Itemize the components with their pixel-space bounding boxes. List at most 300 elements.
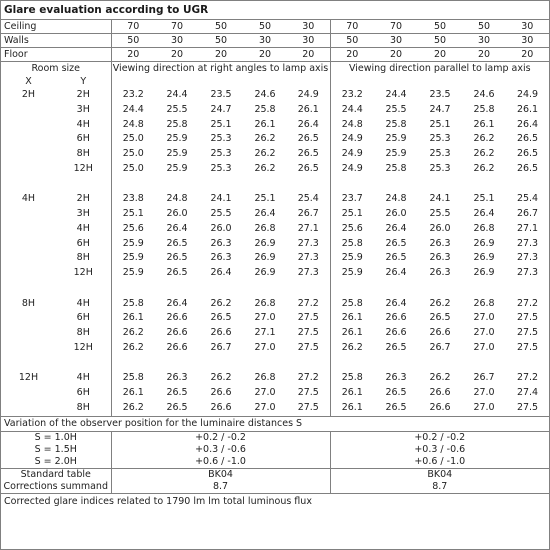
- room-y-cell: 6H: [56, 132, 111, 147]
- ugr-value-parallel: 24.9: [341, 162, 363, 174]
- ugr-value-perpendicular: 26.8: [254, 222, 276, 234]
- room-y-cell: 8H: [56, 326, 111, 341]
- ugr-value-parallel: 26.1: [341, 327, 363, 339]
- table-row: [1, 237, 549, 252]
- ugr-value-perpendicular: 26.0: [166, 208, 188, 220]
- ugr-value-perpendicular: 25.0: [122, 133, 144, 145]
- table-row: [1, 341, 549, 356]
- room-x-cell: 4H: [21, 193, 36, 205]
- ugr-value-parallel: 25.8: [341, 237, 363, 249]
- ugr-value-perpendicular: 26.3: [166, 372, 188, 384]
- ugr-value-parallel: 26.9: [473, 252, 495, 264]
- ugr-value-parallel: 26.6: [429, 327, 451, 339]
- ugr-value-parallel: 26.5: [516, 148, 539, 160]
- standard-table-label: Standard table: [1, 468, 111, 481]
- reflectance-value: 50: [330, 34, 374, 48]
- room-x-cell: [1, 162, 56, 177]
- ugr-value-perpendicular: 24.9: [287, 88, 330, 103]
- room-x-cell: [1, 147, 56, 162]
- variation-label: S = 1.5H: [1, 444, 111, 456]
- table-row: [1, 132, 549, 147]
- ugr-value-parallel: 27.5: [516, 341, 539, 353]
- ugr-value-parallel: 27.0: [473, 312, 495, 324]
- ugr-value-parallel: 26.1: [341, 387, 363, 399]
- xy-header-row: [1, 75, 549, 88]
- ugr-value-perpendicular: 25.9: [166, 133, 188, 145]
- reflectance-value: 30: [287, 34, 330, 48]
- room-y-cell: 4H: [56, 118, 111, 133]
- ugr-value-perpendicular: 26.5: [287, 132, 330, 147]
- ugr-value-perpendicular: 23.5: [210, 89, 232, 100]
- reflectance-value: 30: [506, 34, 549, 48]
- variation-value-parallel: +0.3 / -0.6: [414, 443, 466, 455]
- ugr-value-parallel: 26.2: [429, 372, 451, 384]
- ugr-value-perpendicular: 26.9: [254, 267, 276, 279]
- ugr-value-perpendicular: 27.0: [254, 387, 276, 399]
- corrections-summand-value-perpendicular: 8.7: [111, 481, 330, 494]
- reflectance-value: 20: [330, 48, 374, 62]
- ugr-value-perpendicular: 26.5: [166, 252, 188, 264]
- ugr-value-parallel: 27.2: [516, 372, 539, 384]
- ugr-value-parallel: 27.1: [516, 222, 539, 234]
- ugr-value-perpendicular: 25.0: [122, 162, 144, 174]
- blank-cell: [330, 75, 549, 88]
- room-y-cell: 4H: [56, 371, 111, 386]
- ugr-value-perpendicular: 26.6: [210, 327, 232, 339]
- ugr-value-perpendicular: 26.9: [254, 252, 276, 264]
- ugr-value-perpendicular: 27.5: [287, 341, 330, 356]
- ugr-value-perpendicular: 27.3: [287, 237, 330, 252]
- variation-value-parallel: +0.2 / -0.2: [414, 431, 466, 443]
- variation-value-perpendicular: +0.2 / -0.2: [111, 431, 330, 444]
- ugr-value-perpendicular: 27.5: [287, 311, 330, 326]
- ugr-value-parallel: 26.3: [429, 252, 451, 264]
- ugr-value-parallel: 23.5: [429, 89, 451, 100]
- ugr-value-parallel: 26.6: [385, 312, 407, 324]
- reflectance-label: Ceiling: [1, 20, 111, 34]
- variation-row: [1, 444, 549, 456]
- ugr-value-parallel: 23.2: [341, 89, 363, 100]
- variation-title-row: [1, 416, 549, 431]
- ugr-value-parallel: 26.6: [418, 401, 462, 416]
- ugr-value-perpendicular: 27.3: [287, 251, 330, 266]
- blank-cell: [1, 356, 111, 372]
- ugr-value-parallel: 27.5: [516, 327, 539, 339]
- ugr-value-perpendicular: 27.0: [243, 401, 287, 416]
- table-row: [1, 207, 549, 222]
- room-x-cell: [1, 103, 56, 118]
- room-x-cell: [1, 118, 56, 133]
- ugr-value-perpendicular: 25.5: [166, 103, 188, 115]
- ugr-value-perpendicular: 27.5: [287, 401, 330, 416]
- ugr-value-perpendicular: 26.4: [166, 222, 188, 234]
- ugr-value-parallel: 26.2: [473, 148, 495, 160]
- ugr-value-perpendicular: 26.5: [210, 312, 232, 324]
- table-row: [1, 401, 549, 416]
- ugr-value-perpendicular: 25.6: [122, 222, 144, 234]
- reflectance-value: 50: [418, 34, 462, 48]
- blank-cell: [111, 177, 330, 193]
- ugr-value-parallel: 26.3: [385, 372, 407, 384]
- ugr-value-perpendicular: 26.1: [254, 118, 276, 130]
- ugr-value-perpendicular: 25.4: [287, 192, 330, 207]
- variation-row: [1, 456, 549, 469]
- standard-table-row: [1, 468, 549, 481]
- ugr-value-perpendicular: 25.9: [122, 267, 144, 279]
- ugr-value-perpendicular: 24.1: [210, 193, 232, 205]
- ugr-value-parallel: 27.4: [516, 387, 539, 399]
- footer-note: Corrected glare indices related to 1790 lm lm total luminous flux: [4, 495, 312, 507]
- ugr-value-perpendicular: 25.8: [122, 297, 144, 309]
- blank-cell: [1, 281, 111, 297]
- ugr-value-parallel: 26.6: [429, 387, 451, 399]
- ugr-value-perpendicular: 25.3: [210, 162, 232, 174]
- ugr-value-perpendicular: 24.8: [122, 118, 144, 130]
- corrections-summand-value-parallel: 8.7: [330, 481, 549, 494]
- ugr-value-parallel: 24.8: [385, 193, 407, 205]
- ugr-value-parallel: 26.9: [473, 267, 495, 279]
- ugr-value-parallel: 26.8: [473, 222, 495, 234]
- ugr-value-perpendicular: 23.2: [122, 89, 144, 100]
- ugr-value-parallel: 23.7: [341, 193, 363, 205]
- ugr-value-perpendicular: 26.2: [254, 162, 276, 174]
- ugr-value-perpendicular: 26.1: [122, 387, 144, 399]
- ugr-value-perpendicular: 26.4: [287, 118, 330, 133]
- ugr-value-parallel: 27.0: [473, 341, 495, 353]
- ugr-value-perpendicular: 26.6: [166, 327, 188, 339]
- ugr-value-perpendicular: 25.8: [122, 372, 144, 384]
- room-y-cell: 6H: [56, 386, 111, 401]
- table-row: [1, 147, 549, 162]
- ugr-value-perpendicular: 26.7: [210, 341, 232, 353]
- reflectance-value: 20: [243, 48, 287, 62]
- ugr-value-parallel: 26.2: [473, 162, 495, 174]
- ugr-value-parallel: 24.4: [385, 89, 407, 100]
- x-label: X: [25, 76, 32, 87]
- ugr-value-parallel: 26.1: [330, 401, 374, 416]
- reflectance-value: 20: [506, 48, 549, 62]
- ugr-value-perpendicular: 26.4: [210, 267, 232, 279]
- room-size-label: Room size: [1, 62, 111, 76]
- room-x-cell: 2H: [21, 89, 36, 100]
- ugr-value-parallel: 25.8: [385, 162, 407, 174]
- ugr-value-parallel: 25.5: [429, 208, 451, 220]
- ugr-value-parallel: 25.9: [385, 148, 407, 160]
- ugr-value-perpendicular: 25.8: [166, 118, 188, 130]
- reflectance-value: 70: [330, 20, 374, 34]
- room-y-cell: 12H: [56, 341, 111, 356]
- ugr-value-parallel: 25.6: [341, 222, 363, 234]
- room-x-cell: [1, 251, 56, 266]
- room-x-cell: [1, 341, 56, 356]
- reflectance-value: 70: [155, 20, 199, 34]
- standard-table-value-perpendicular: BK04: [111, 468, 330, 481]
- room-x-cell: [1, 222, 56, 237]
- ugr-value-parallel: 26.5: [429, 312, 451, 324]
- viewing-direction-perpendicular: Viewing direction at right angles to lamp axis: [112, 63, 329, 74]
- ugr-value-perpendicular: 26.2: [254, 148, 276, 160]
- ugr-value-parallel: 25.9: [341, 252, 363, 264]
- variation-value-parallel: +0.6 / -1.0: [330, 456, 549, 469]
- reflectance-value: 50: [462, 20, 506, 34]
- ugr-value-perpendicular: 26.5: [166, 387, 188, 399]
- room-y-cell: 3H: [56, 207, 111, 222]
- ugr-value-perpendicular: 25.1: [122, 208, 144, 220]
- ugr-value-parallel: 26.5: [516, 133, 539, 145]
- table-row: [1, 311, 549, 326]
- ugr-value-perpendicular: 26.2: [210, 372, 232, 384]
- group-spacer: [1, 177, 549, 193]
- ugr-value-parallel: 26.3: [429, 237, 451, 249]
- room-x-cell: [1, 401, 56, 416]
- reflectance-value: 50: [199, 20, 243, 34]
- ugr-value-parallel: 26.5: [385, 341, 407, 353]
- reflectance-value: 20: [462, 48, 506, 62]
- ugr-value-parallel: 27.3: [516, 237, 539, 249]
- page-title: Glare evaluation according to UGR: [1, 1, 549, 20]
- ugr-value-perpendicular: 25.0: [122, 148, 144, 160]
- ugr-value-perpendicular: 25.9: [166, 148, 188, 160]
- ugr-value-parallel: 27.3: [516, 267, 539, 279]
- reflectance-value: 70: [111, 20, 155, 34]
- reflectance-value: 30: [506, 20, 549, 34]
- ugr-value-parallel: 26.5: [385, 252, 407, 264]
- ugr-value-parallel: 26.4: [516, 118, 539, 130]
- ugr-value-parallel: 25.1: [341, 208, 363, 220]
- ugr-value-parallel: 24.8: [341, 118, 363, 130]
- ugr-value-parallel: 25.4: [516, 193, 539, 205]
- blank-cell: [330, 177, 549, 193]
- ugr-value-perpendicular: 24.4: [166, 89, 188, 100]
- ugr-value-parallel: 24.9: [341, 148, 363, 160]
- table-row: [1, 386, 549, 401]
- ugr-value-parallel: 26.1: [473, 118, 495, 130]
- ugr-value-parallel: 26.0: [429, 222, 451, 234]
- ugr-value-parallel: 26.4: [385, 222, 407, 234]
- ugr-value-parallel: 27.0: [462, 401, 506, 416]
- reflectance-value: 30: [462, 34, 506, 48]
- ugr-value-parallel: 26.5: [374, 401, 418, 416]
- ugr-value-parallel: 26.8: [473, 297, 495, 309]
- table-row: [1, 297, 549, 312]
- reflectance-value: 30: [374, 34, 418, 48]
- table-row: [1, 118, 549, 133]
- ugr-value-perpendicular: 26.6: [166, 312, 188, 324]
- room-x-cell: [1, 237, 56, 252]
- ugr-value-perpendicular: 25.5: [210, 208, 232, 220]
- reflectance-value: 30: [287, 20, 330, 34]
- ugr-value-perpendicular: 25.3: [210, 133, 232, 145]
- reflectance-value: 50: [243, 20, 287, 34]
- ugr-value-perpendicular: 27.1: [254, 327, 276, 339]
- table-row: [1, 162, 549, 177]
- ugr-value-perpendicular: 25.9: [166, 162, 188, 174]
- blank-cell: [330, 281, 549, 297]
- room-y-cell: 2H: [56, 192, 111, 207]
- ugr-value-parallel: 27.3: [516, 252, 539, 264]
- ugr-value-perpendicular: 24.4: [122, 103, 144, 115]
- room-y-cell: 8H: [56, 251, 111, 266]
- ugr-value-parallel: 26.9: [473, 237, 495, 249]
- reflectance-value: 70: [374, 20, 418, 34]
- ugr-value-parallel: 26.2: [473, 133, 495, 145]
- table-row: [1, 88, 549, 103]
- ugr-value-perpendicular: 26.6: [210, 387, 232, 399]
- table-row: [1, 266, 549, 281]
- ugr-value-perpendicular: 26.5: [166, 237, 188, 249]
- reflectance-value: 30: [243, 34, 287, 48]
- room-x-cell: [1, 386, 56, 401]
- ugr-value-parallel: 26.5: [516, 162, 539, 174]
- ugr-value-parallel: 26.1: [516, 103, 539, 115]
- ugr-value-perpendicular: 26.9: [254, 237, 276, 249]
- ugr-value-perpendicular: 26.2: [210, 297, 232, 309]
- group-spacer: [1, 281, 549, 297]
- ugr-value-parallel: 24.6: [473, 89, 495, 100]
- ugr-value-parallel: 26.5: [385, 237, 407, 249]
- ugr-value-parallel: 25.3: [429, 162, 451, 174]
- ugr-value-parallel: 25.9: [385, 133, 407, 145]
- ugr-value-perpendicular: 24.7: [210, 103, 232, 115]
- blank-cell: [111, 281, 330, 297]
- ugr-value-perpendicular: 26.8: [254, 297, 276, 309]
- ugr-value-perpendicular: 26.6: [199, 401, 243, 416]
- blank-cell: [111, 75, 330, 88]
- ugr-value-parallel: 25.9: [341, 267, 363, 279]
- group-spacer: [1, 356, 549, 372]
- room-x-cell: [1, 311, 56, 326]
- ugr-value-perpendicular: 26.4: [166, 297, 188, 309]
- corrections-summand-row: [1, 481, 549, 494]
- reflectance-value: 20: [155, 48, 199, 62]
- ugr-value-parallel: 25.1: [473, 193, 495, 205]
- ugr-value-perpendicular: 25.1: [254, 193, 276, 205]
- ugr-value-parallel: 26.2: [429, 297, 451, 309]
- ugr-value-perpendicular: 26.2: [122, 341, 144, 353]
- ugr-value-perpendicular: 27.5: [287, 326, 330, 341]
- variation-label: S = 1.0H: [1, 431, 111, 444]
- reflectance-value: 20: [199, 48, 243, 62]
- ugr-value-parallel: 24.9: [516, 89, 539, 100]
- table-row: [1, 222, 549, 237]
- ugr-value-perpendicular: 26.1: [122, 312, 144, 324]
- room-x-cell: [1, 207, 56, 222]
- ugr-value-parallel: 26.2: [341, 341, 363, 353]
- ugr-value-perpendicular: 27.2: [287, 371, 330, 386]
- ugr-value-parallel: 24.9: [341, 133, 363, 145]
- ugr-value-perpendicular: 26.5: [155, 401, 199, 416]
- ugr-value-parallel: 26.4: [473, 208, 495, 220]
- corrections-summand-label: Corrections summand: [1, 481, 111, 494]
- ugr-value-parallel: 25.8: [341, 297, 363, 309]
- ugr-value-parallel: 25.8: [473, 103, 495, 115]
- reflectance-row-ceiling: [1, 20, 549, 34]
- variation-row: [1, 431, 549, 444]
- ugr-value-parallel: 25.1: [429, 118, 451, 130]
- ugr-value-perpendicular: 26.3: [210, 237, 232, 249]
- ugr-value-parallel: 26.4: [385, 267, 407, 279]
- variation-value-perpendicular: +0.6 / -1.0: [111, 456, 330, 469]
- ugr-value-perpendicular: 26.2: [111, 401, 155, 416]
- ugr-value-parallel: 24.4: [341, 103, 363, 115]
- room-x-cell: [1, 132, 56, 147]
- ugr-value-parallel: 27.0: [473, 387, 495, 399]
- ugr-value-perpendicular: 26.0: [210, 222, 232, 234]
- ugr-value-perpendicular: 27.5: [287, 386, 330, 401]
- ugr-value-perpendicular: 25.9: [122, 252, 144, 264]
- ugr-value-parallel: 26.3: [429, 267, 451, 279]
- ugr-value-parallel: 25.5: [385, 103, 407, 115]
- reflectance-value: 20: [374, 48, 418, 62]
- reflectance-value: 20: [287, 48, 330, 62]
- blank-cell: [1, 177, 111, 193]
- ugr-value-perpendicular: 25.8: [254, 103, 276, 115]
- ugr-table: [1, 20, 550, 494]
- room-y-cell: 12H: [56, 266, 111, 281]
- ugr-value-perpendicular: 26.5: [287, 147, 330, 162]
- ugr-value-parallel: 26.0: [385, 208, 407, 220]
- variation-title: Variation of the observer position for the luminaire distances S: [1, 416, 549, 431]
- table-row: [1, 192, 549, 207]
- ugr-value-perpendicular: 26.5: [287, 162, 330, 177]
- table-row: [1, 103, 549, 118]
- room-y-cell: 4H: [56, 297, 111, 312]
- room-y-cell: 2H: [56, 88, 111, 103]
- ugr-value-perpendicular: 25.9: [122, 237, 144, 249]
- ugr-value-parallel: 26.7: [429, 341, 451, 353]
- viewing-direction-parallel: Viewing direction parallel to lamp axis: [348, 63, 531, 74]
- ugr-value-perpendicular: 25.3: [210, 148, 232, 160]
- variation-label: S = 2.0H: [1, 456, 111, 469]
- ugr-value-parallel: 26.4: [385, 297, 407, 309]
- ugr-value-parallel: 24.1: [429, 193, 451, 205]
- ugr-value-parallel: 25.8: [341, 372, 363, 384]
- ugr-value-parallel: 27.2: [516, 297, 539, 309]
- room-size-header-row: [1, 62, 549, 76]
- room-y-cell: 12H: [56, 162, 111, 177]
- room-y-cell: 6H: [56, 311, 111, 326]
- variation-value-perpendicular: +0.3 / -0.6: [111, 444, 330, 456]
- reflectance-value: 50: [418, 20, 462, 34]
- room-x-cell: 8H: [21, 297, 36, 309]
- ugr-value-parallel: 26.6: [385, 327, 407, 339]
- reflectance-value: 50: [199, 34, 243, 48]
- table-row: [1, 371, 549, 386]
- ugr-value-parallel: 27.5: [506, 401, 549, 416]
- room-y-cell: 8H: [56, 147, 111, 162]
- ugr-value-parallel: 26.7: [473, 372, 495, 384]
- ugr-value-parallel: 25.8: [385, 118, 407, 130]
- room-y-cell: 8H: [56, 401, 111, 416]
- reflectance-label: Floor: [1, 48, 111, 62]
- blank-cell: [111, 356, 330, 372]
- ugr-value-perpendicular: 26.3: [210, 252, 232, 264]
- ugr-value-perpendicular: 23.8: [122, 193, 144, 205]
- ugr-value-parallel: 27.0: [473, 327, 495, 339]
- ugr-value-perpendicular: 26.8: [254, 372, 276, 384]
- table-row: [1, 326, 549, 341]
- y-label: Y: [56, 75, 111, 88]
- reflectance-value: 20: [418, 48, 462, 62]
- ugr-value-perpendicular: 27.3: [287, 266, 330, 281]
- ugr-value-perpendicular: 27.0: [254, 341, 276, 353]
- ugr-value-perpendicular: 24.6: [254, 89, 276, 100]
- room-x-cell: [1, 326, 56, 341]
- room-y-cell: 6H: [56, 237, 111, 252]
- ugr-value-perpendicular: 25.1: [210, 118, 232, 130]
- ugr-value-parallel: 27.5: [516, 312, 539, 324]
- ugr-value-perpendicular: 26.5: [166, 267, 188, 279]
